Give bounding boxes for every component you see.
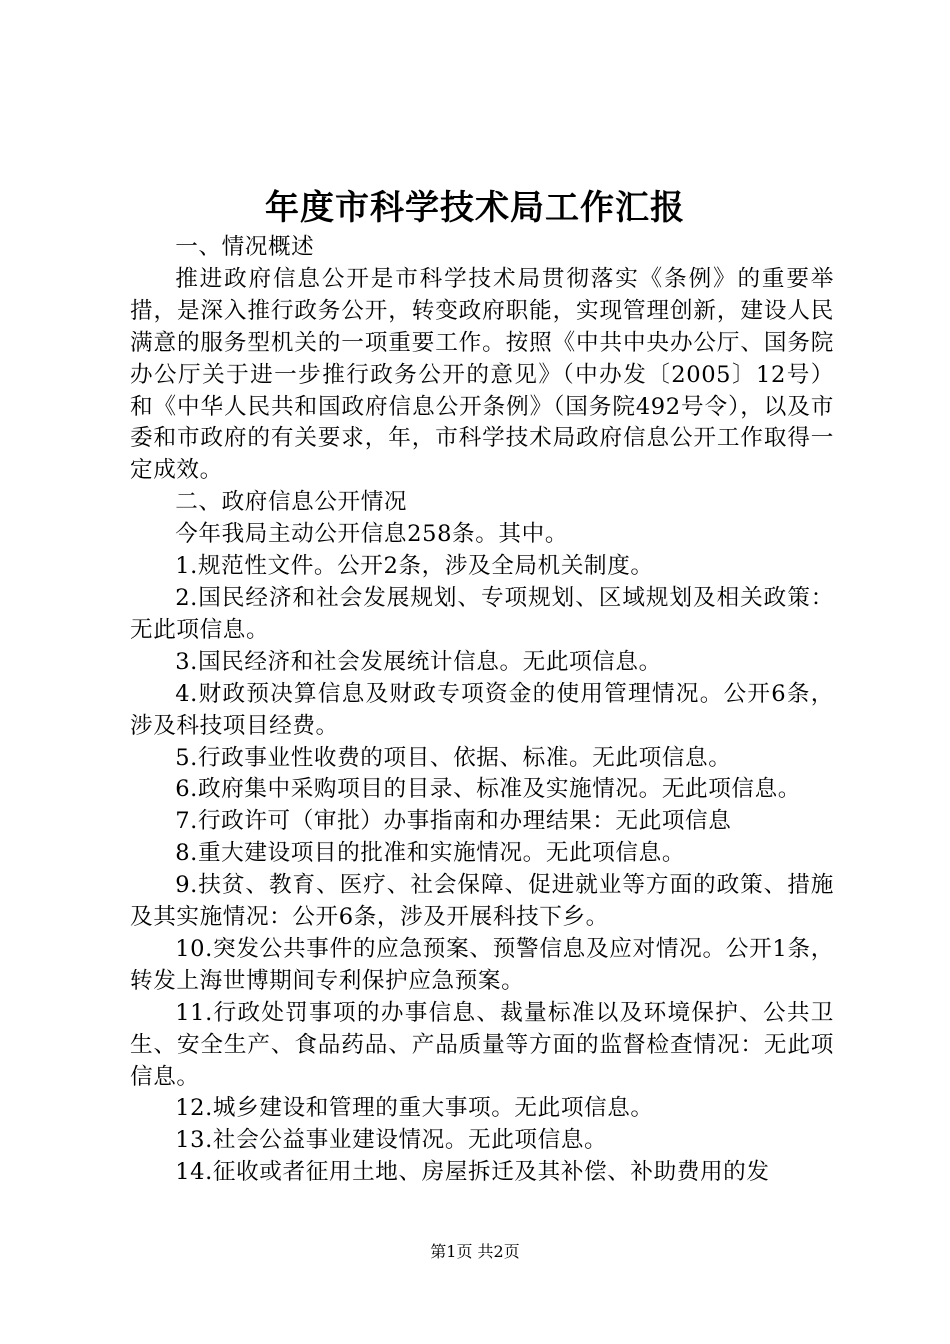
list-item: 12.城乡建设和管理的重大事项。无此项信息。 xyxy=(175,1095,654,1122)
list-item: 9.扶贫、教育、医疗、社会保障、促进就业等方面的政策、措施及其实施情况：公开6条，涉及开展科技下乡。 xyxy=(130,872,834,931)
list-item: 7.行政许可（审批）办事指南和办理结果：无此项信息 xyxy=(175,808,732,835)
list-item: 1.规范性文件。公开2条，涉及全局机关制度。 xyxy=(175,553,654,580)
paragraph: 今年我局主动公开信息258条。其中。 xyxy=(175,521,569,548)
section-heading: 一、情况概述 xyxy=(175,234,315,260)
list-item: 3.国民经济和社会发展统计信息。无此项信息。 xyxy=(175,648,662,675)
list-item: 14.征收或者征用土地、房屋拆迁及其补偿、补助费用的发 xyxy=(175,1159,770,1186)
list-item: 4.财政预决算信息及财政专项资金的使用管理情况。公开6条，涉及科技项目经费。 xyxy=(130,680,834,739)
paragraph: 推进政府信息公开是市科学技术局贯彻落实《条例》的重要举措，是深入推行政务公开，转变政府职能，实现管理创新，建设人民满意的服务型机关的一项重要工作。按照《中共中央办公厅、国务院办公厅关于进一步推行政务公开的意见》（中办发〔2005〕12号）和《中华人民共和国政府信息公开条例》（国务院492号令），以及市委和市政府的有关要求，年，市科学技术局政府信息公开工作取得一定成效。 xyxy=(130,265,834,484)
list-item: 6.政府集中采购项目的目录、标准及实施情况。无此项信息。 xyxy=(175,776,801,803)
page-number: 第1页 共2页 xyxy=(430,1242,520,1261)
list-item: 8.重大建设项目的批准和实施情况。无此项信息。 xyxy=(175,840,686,867)
list-item: 13.社会公益事业建设情况。无此项信息。 xyxy=(175,1127,608,1154)
document-body xyxy=(130,232,834,1189)
list-item: 10.突发公共事件的应急预案、预警信息及应对情况。公开1条，转发上海世博期间专利保护应急预案。 xyxy=(130,935,834,994)
list-item: 11.行政处罚事项的办事信息、裁量标准以及环境保护、公共卫生、安全生产、食品药品、产品质量等方面的监督检查情况：无此项信息。 xyxy=(130,999,834,1090)
list-item: 5.行政事业性收费的项目、依据、标准。无此项信息。 xyxy=(175,744,732,771)
list-item: 2.国民经济和社会发展规划、专项规划、区域规划及相关政策：无此项信息。 xyxy=(130,584,834,643)
section-heading: 二、政府信息公开情况 xyxy=(175,489,408,516)
document-title: 年度市科学技术局工作汇报 xyxy=(265,188,685,228)
